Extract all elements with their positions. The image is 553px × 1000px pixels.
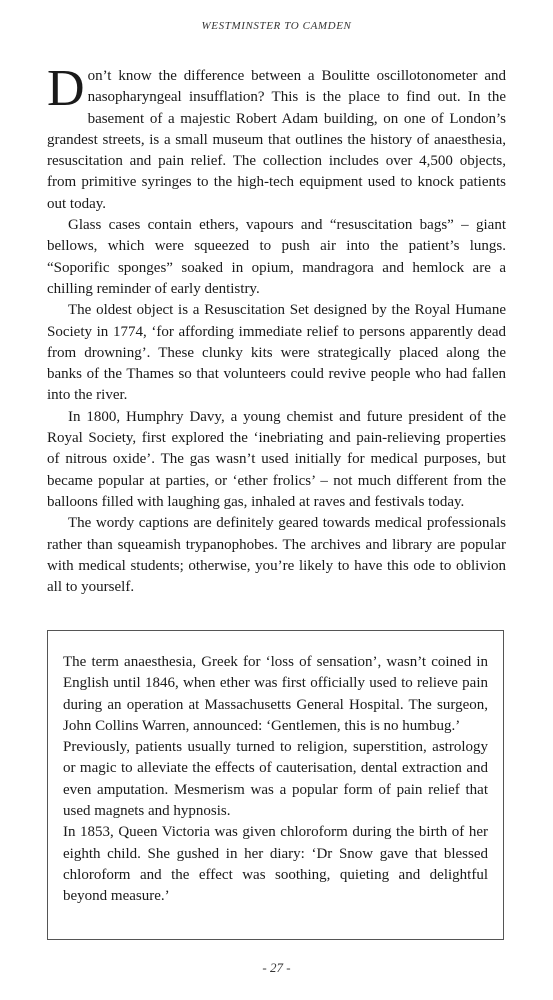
main-body-text [47, 60, 506, 598]
sidebar-paragraph: In 1853, Queen Victoria was given chloroform during the birth of her eighth child. She gushed in her diary: ‘Dr Snow gave that blessed chloroform and the effect was soothing, quieting and delightful beyond measure.’ [63, 824, 488, 905]
sidebar-paragraph: Previously, patients usually turned to religion, superstition, astrology or magic to alleviate the effects of cauterisation, dental extraction and even amputation. Mesmerism was a popular form of pain relief that used magnets and hypnosis. [63, 739, 488, 820]
body-paragraph [47, 60, 506, 215]
sidebar-paragraph: The term anaesthesia, Greek for ‘loss of sensation’, wasn’t coined in English until 1846, when ether was first officially used to relieve pain during an operation at Massachusetts General Hospital. The surgeon, John Collins Warren, announced: ‘Gentlemen, this is no humbug.’ [63, 654, 488, 734]
page-number: - 27 - [262, 960, 291, 975]
body-paragraph: The wordy captions are definitely geared towards medical professionals rather than squeamish trypanophobes. The archives and library are popular with medical students; otherwise, you’re likely to have this ode to oblivion all to yourself. [47, 515, 506, 596]
body-paragraph: Glass cases contain ethers, vapours and “resuscitation bags” – giant bellows, which were squeezed to push air into the patient’s lungs. “Soporific sponges” soaked in opium, mandragora and hemlock are a chilling reminder of early dentistry. [47, 217, 506, 297]
running-head: WESTMINSTER TO CAMDEN [201, 20, 352, 32]
paragraph-text: on’t know the difference between a Boulitte oscillotonometer and nasopharyngeal insufflation? This is the place to find out. In the basement of a majestic Robert Adam building, on one of London’s grandest streets, is a small museum that outlines the history of anaesthesia, resuscitation and pain relief. The collection includes over 4,500 objects, from primitive syringes to the high-tech equipment used to knock patients out today. [47, 68, 506, 212]
body-paragraph: The oldest object is a Resuscitation Set designed by the Royal Humane Society in 1774, ‘for affording immediate relief to persons apparently dead from drowning’. These clunky kits were strategically placed along the banks of the Thames so that volunteers could revive people who had fallen into the river. [47, 302, 506, 404]
sidebar-box [47, 630, 504, 940]
drop-cap: D [47, 60, 85, 117]
body-paragraph: In 1800, Humphry Davy, a young chemist and future president of the Royal Society, first explored the ‘inebriating and pain-relieving properties of nitrous oxide’. The gas wasn’t used initially for medical purposes, but became popular at parties, or ‘ether frolics’ – not much different from the balloons filled with laughing gas, inhaled at raves and festivals today. [47, 408, 506, 510]
